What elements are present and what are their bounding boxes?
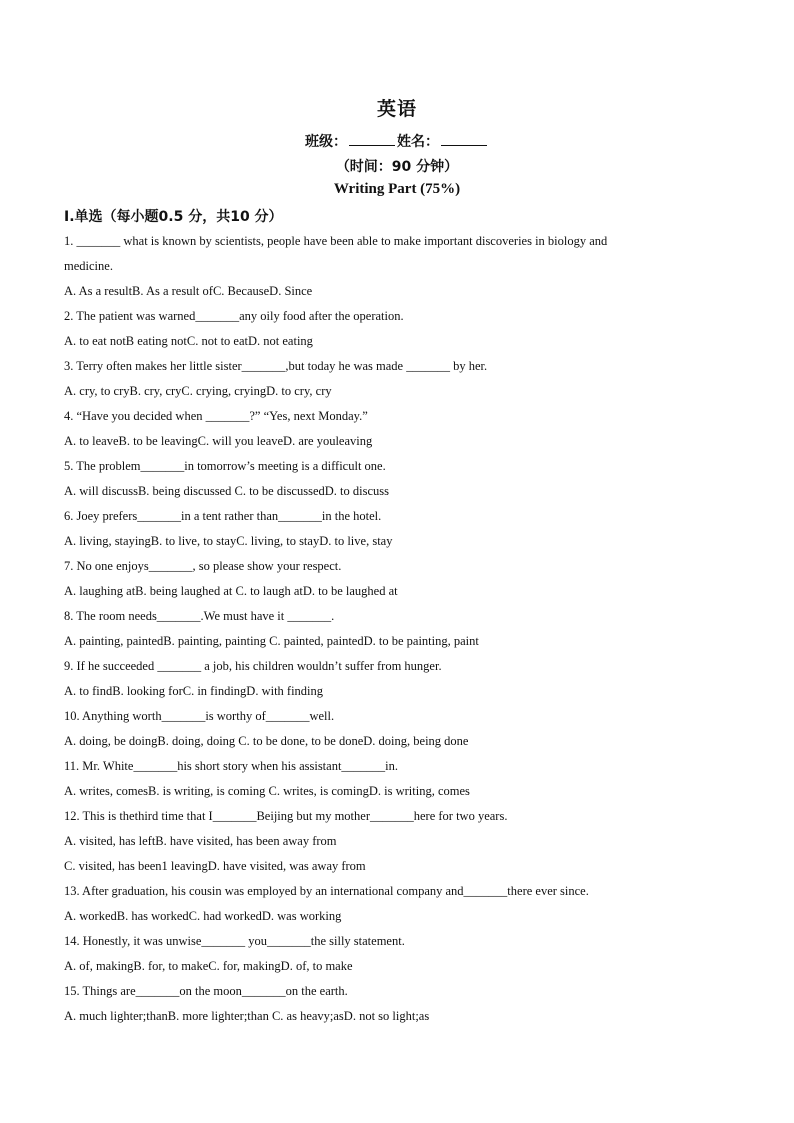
question-line: medicine. <box>64 259 113 273</box>
question-line: A. writes, comesB. is writing, is coming C. writes, is comingD. is writing, comes <box>64 784 470 798</box>
question-line: A. living, stayingB. to live, to stayC. living, to stayD. to live, stay <box>64 534 393 548</box>
question-line: A. to eat notB eating notC. not to eatD. not eating <box>64 334 313 348</box>
question-line: 1. _______ what is known by scientists, people have been able to make important discoveries in biology and <box>64 234 608 248</box>
question-line: A. doing, be doingB. doing, doing C. to be done, to be doneD. doing, being done <box>64 734 469 748</box>
question-line: 13. After graduation, his cousin was employed by an international company and_______there ever since. <box>64 884 589 898</box>
question-line: 9. If he succeeded _______ a job, his children wouldn’t suffer from hunger. <box>64 659 442 673</box>
question-line: 8. The room needs_______.We must have it _______. <box>64 609 335 623</box>
part-heading: Writing Part (75%) <box>333 181 461 197</box>
name-blank <box>441 134 487 146</box>
question-line: A. workedB. has workedC. had workedD. was working <box>64 909 342 923</box>
question-line: A. As a resultB. As a result ofC. BecauseD. Since <box>64 284 313 298</box>
class-name-line <box>0 131 794 151</box>
question-line: A. laughing atB. being laughed at C. to laugh atD. to be laughed at <box>64 584 398 598</box>
question-line: 11. Mr. White_______his short story when his assistant_______in. <box>64 759 399 773</box>
question-line: 2. The patient was warned_______any oily food after the operation. <box>64 309 404 323</box>
question-line: 14. Honestly, it was unwise_______ you_______the silly statement. <box>64 934 405 948</box>
class-blank <box>349 134 395 146</box>
question-line: 6. Joey prefers_______in a tent rather than_______in the hotel. <box>64 509 382 523</box>
question-line: A. of, makingB. for, to makeC. for, makingD. of, to make <box>64 959 353 973</box>
question-line: A. to leaveB. to be leavingC. will you leaveD. are youleaving <box>64 434 373 448</box>
question-list <box>64 229 744 1029</box>
question-line: 5. The problem_______in tomorrow’s meeting is a difficult one. <box>64 459 386 473</box>
exam-time: （时间：90 分钟） <box>335 159 459 175</box>
question-line: 10. Anything worth_______is worthy of_______well. <box>64 709 335 723</box>
class-label: 班级： <box>305 134 347 150</box>
question-line: A. visited, has leftB. have visited, has been away from <box>64 834 337 848</box>
question-line: 15. Things are_______on the moon_______on the earth. <box>64 984 348 998</box>
section-heading: Ⅰ.单选（每小题0.5 分，共10 分） <box>64 209 283 225</box>
question-line: 7. No one enjoys_______, so please show your respect. <box>64 559 342 573</box>
name-label: 姓名： <box>397 134 439 150</box>
question-line: 12. This is thethird time that I_______Beijing but my mother_______here for two years. <box>64 809 508 823</box>
question-line: A. painting, paintedB. painting, painting C. painted, paintedD. to be painting, paint <box>64 634 479 648</box>
question-line: A. will discussB. being discussed C. to be discussedD. to discuss <box>64 484 389 498</box>
question-line: 3. Terry often makes her little sister_______,but today he was made _______ by her. <box>64 359 488 373</box>
question-line: A. much lighter;thanB. more lighter;than C. as heavy;asD. not so light;as <box>64 1009 430 1023</box>
page-title: 英语 <box>376 98 417 120</box>
question-line: A. to findB. looking forC. in findingD. with finding <box>64 684 324 698</box>
question-line: A. cry, to cryB. cry, cryC. crying, cryingD. to cry, cry <box>64 384 332 398</box>
question-line: C. visited, has been1 leavingD. have visited, was away from <box>64 859 366 873</box>
question-line: 4. “Have you decided when _______?” “Yes, next Monday.” <box>64 409 368 423</box>
